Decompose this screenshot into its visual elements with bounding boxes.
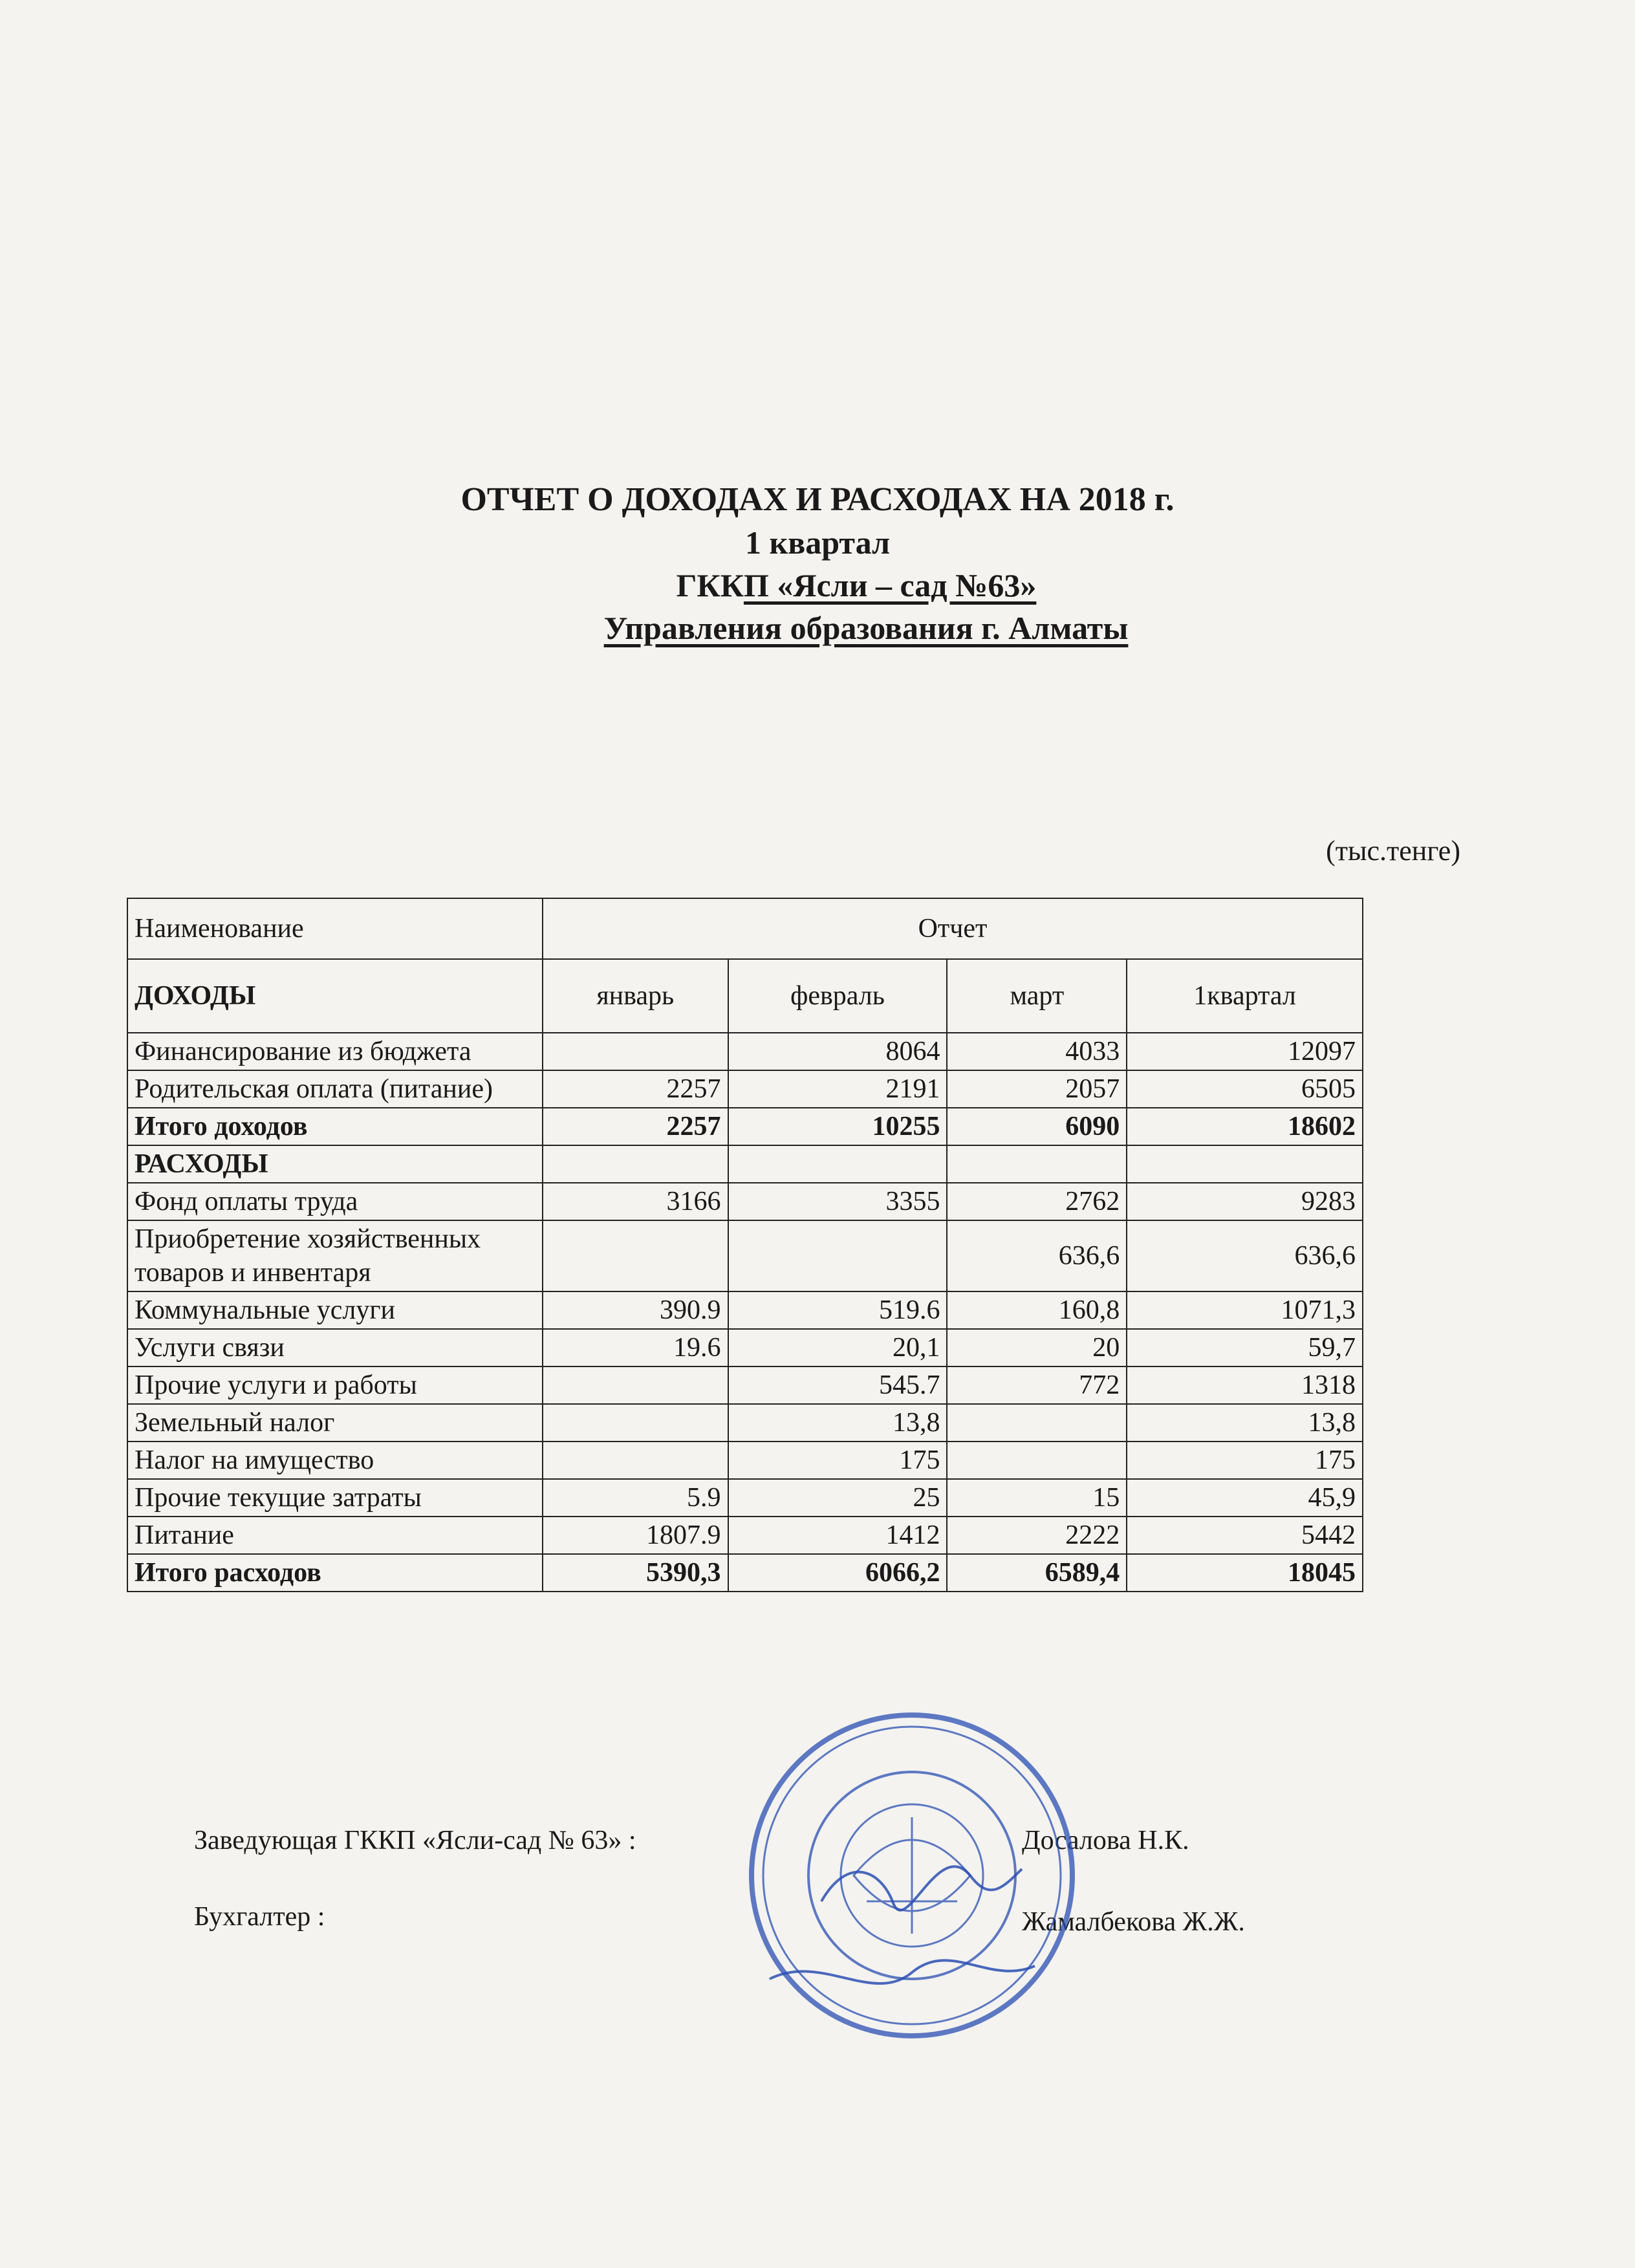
title-org-name: П «Ясли – сад №63» [743,567,1037,603]
row-value: 9283 [1127,1183,1363,1220]
table-header-row [127,898,1363,959]
income-total-row [127,1108,1363,1145]
row-value: 6589,4 [947,1554,1127,1592]
row-value: 1807.9 [543,1517,728,1554]
table-row [127,1442,1363,1479]
row-value [543,1366,728,1404]
row-value: 3166 [543,1183,728,1220]
row-value [543,1220,728,1291]
row-name: Питание [127,1517,543,1554]
income-label: ДОХОДЫ [127,959,543,1033]
row-name: Финансирование из бюджета [127,1033,543,1070]
row-value: 13,8 [728,1404,947,1442]
table-body [127,959,1363,1592]
row-value: 390.9 [543,1291,728,1329]
table-row [127,1404,1363,1442]
row-name: Налог на имущество [127,1442,543,1479]
row-value: 19.6 [543,1329,728,1366]
title-org-prefix: ГКК [676,567,744,603]
empty-cell [1127,1145,1363,1183]
row-value [543,1033,728,1070]
row-value: 2222 [947,1517,1127,1554]
table-row [127,1479,1363,1517]
row-value: 636,6 [1127,1220,1363,1291]
row-value: 519.6 [728,1291,947,1329]
row-value: 636,6 [947,1220,1127,1291]
row-value [947,1442,1127,1479]
row-name: Итого расходов [127,1554,543,1592]
title-department: Управления образования г. Алматы [603,610,1129,646]
accountant-signature-name: Жамалбекова Ж.Ж. [1022,1907,1245,1937]
row-value: 6090 [947,1108,1127,1145]
expense-header-row [127,1145,1363,1183]
row-value: 2762 [947,1183,1127,1220]
row-value [543,1442,728,1479]
row-name: Приобретение хозяйственных товаров и инвентаря [127,1220,543,1291]
row-value: 25 [728,1479,947,1517]
table-row [127,1220,1363,1291]
units-label: (тыс.тенге) [1326,835,1460,867]
row-name: Земельный налог [127,1404,543,1442]
row-value: 5390,3 [543,1554,728,1592]
row-name: Коммунальные услуги [127,1291,543,1329]
row-value: 772 [947,1366,1127,1404]
row-value: 2191 [728,1070,947,1108]
table-row [127,1329,1363,1366]
row-value: 1412 [728,1517,947,1554]
column-february: февраль [728,959,947,1033]
head-signature-name: Досалова Н.К. [1022,1826,1189,1855]
row-value: 20 [947,1329,1127,1366]
header-name: Наименование [127,898,543,959]
row-value: 18045 [1127,1554,1363,1592]
row-value: 12097 [1127,1033,1363,1070]
row-value: 6505 [1127,1070,1363,1108]
row-value: 18602 [1127,1108,1363,1145]
row-value: 175 [728,1442,947,1479]
table-row [127,1070,1363,1108]
head-signature-label: Заведующая ГККП «Ясли-сад № 63» : [194,1826,636,1855]
empty-cell [543,1145,728,1183]
row-value [947,1404,1127,1442]
row-value: 5.9 [543,1479,728,1517]
row-value: 2057 [947,1070,1127,1108]
empty-cell [947,1145,1127,1183]
round-seal-icon [744,1707,1080,2044]
row-name: Фонд оплаты труда [127,1183,543,1220]
title-organization [0,564,1635,607]
table-row [127,1291,1363,1329]
expense-total-row [127,1554,1363,1592]
report-table [127,898,1363,1592]
row-value: 6066,2 [728,1554,947,1592]
row-value: 160,8 [947,1291,1127,1329]
table-row [127,1517,1363,1554]
row-value: 45,9 [1127,1479,1363,1517]
expense-label: РАСХОДЫ [127,1145,543,1183]
row-value: 2257 [543,1108,728,1145]
row-value: 5442 [1127,1517,1363,1554]
row-value: 8064 [728,1033,947,1070]
row-name: Итого доходов [127,1108,543,1145]
table-row [127,1033,1363,1070]
row-name: Услуги связи [127,1329,543,1366]
row-value: 59,7 [1127,1329,1363,1366]
row-value: 20,1 [728,1329,947,1366]
row-value: 2257 [543,1070,728,1108]
row-value: 175 [1127,1442,1363,1479]
table-row [127,1183,1363,1220]
income-header-row [127,959,1363,1033]
report-title [0,479,1635,649]
empty-cell [728,1145,947,1183]
row-name: Прочие текущие затраты [127,1479,543,1517]
row-value: 1318 [1127,1366,1363,1404]
row-value: 1071,3 [1127,1291,1363,1329]
row-value [728,1220,947,1291]
row-value: 13,8 [1127,1404,1363,1442]
header-report: Отчет [543,898,1363,959]
row-value [543,1404,728,1442]
row-value: 545.7 [728,1366,947,1404]
row-value: 10255 [728,1108,947,1145]
title-line-1: ОТЧЕТ О ДОХОДАХ И РАСХОДАХ НА 2018 г. [460,481,1175,518]
column-january: январь [543,959,728,1033]
title-quarter: 1 квартал [744,524,891,561]
row-value: 3355 [728,1183,947,1220]
table-row [127,1366,1363,1404]
row-value: 4033 [947,1033,1127,1070]
row-value: 15 [947,1479,1127,1517]
row-name: Родительская оплата (питание) [127,1070,543,1108]
column-march: март [947,959,1127,1033]
row-name: Прочие услуги и работы [127,1366,543,1404]
accountant-signature-label: Бухгалтер : [194,1902,325,1932]
column-quarter: 1квартал [1127,959,1363,1033]
